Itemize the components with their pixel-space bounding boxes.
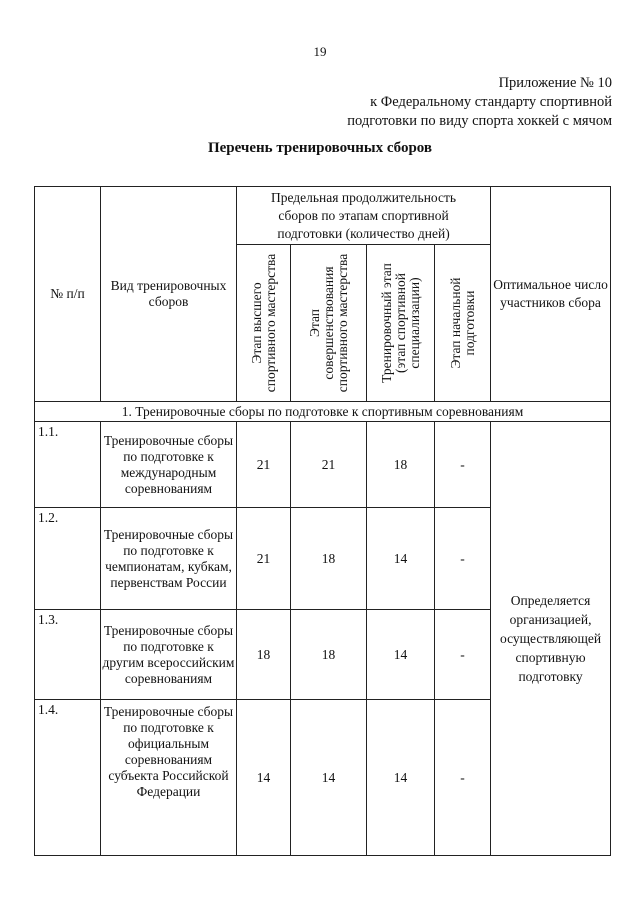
header-stage-improvement: Этап совершенствования спортивного мастерства <box>291 245 367 402</box>
header-kind: Вид тренировочных сборов <box>101 187 237 402</box>
row-value-stage4: - <box>435 422 491 508</box>
row-number: 1.4. <box>35 700 101 856</box>
row-kind: Тренировочные сборы по подготовке к международным соревнованиям <box>101 422 237 508</box>
header-optimal: Оптимальное число участников сбора <box>491 187 611 402</box>
header-num: № п/п <box>35 187 101 402</box>
row-value-stage3: 14 <box>367 610 435 700</box>
header-stage-training: Тренировочный этап (этап спортивной специализации) <box>367 245 435 402</box>
row-value-stage2: 18 <box>291 508 367 610</box>
row-value-stage2: 14 <box>291 700 367 856</box>
table-row <box>35 422 611 508</box>
page-number: 19 <box>313 44 327 59</box>
row-value-stage1: 14 <box>237 700 291 856</box>
row-value-stage4: - <box>435 700 491 856</box>
row-value-stage2: 18 <box>291 610 367 700</box>
row-number: 1.3. <box>35 610 101 700</box>
document-title: Перечень тренировочных сборов <box>207 140 433 156</box>
row-value-stage1: 21 <box>237 422 291 508</box>
section-heading: 1. Тренировочные сборы по подготовке к спортивным соревнованиям <box>35 402 611 422</box>
header-stage-higher-mastery: Этап высшего спортивного мастерства <box>237 245 291 402</box>
row-kind: Тренировочные сборы по подготовке к официальным соревнованиям субъекта Российской Федерации <box>101 700 237 856</box>
training-camps-table <box>34 186 611 856</box>
appendix-line-3: подготовки по виду спорта хоккей с мячом <box>347 113 612 129</box>
header-duration-group: Предельная продолжительность сборов по этапам спортивной подготовки (количество дней) <box>237 187 491 245</box>
row-value-stage4: - <box>435 508 491 610</box>
row-number: 1.1. <box>35 422 101 508</box>
row-value-stage2: 21 <box>291 422 367 508</box>
appendix-line-2: к Федеральному стандарту спортивной <box>370 94 612 110</box>
row-kind: Тренировочные сборы по подготовке к другим всероссийским соревнованиям <box>101 610 237 700</box>
row-value-stage4: - <box>435 610 491 700</box>
row-value-stage3: 18 <box>367 422 435 508</box>
row-value-stage1: 21 <box>237 508 291 610</box>
row-value-stage3: 14 <box>367 700 435 856</box>
header-stage-initial: Этап начальной подготовки <box>435 245 491 402</box>
row-kind: Тренировочные сборы по подготовке к чемпионатам, кубкам, первенствам России <box>101 508 237 610</box>
row-value-stage1: 18 <box>237 610 291 700</box>
appendix-line-1: Приложение № 10 <box>498 75 612 91</box>
optimal-participants-value: Определяется организацией, осуществляющей спортивную подготовку <box>491 422 611 856</box>
row-number: 1.2. <box>35 508 101 610</box>
appendix-header <box>347 74 612 131</box>
row-value-stage3: 14 <box>367 508 435 610</box>
